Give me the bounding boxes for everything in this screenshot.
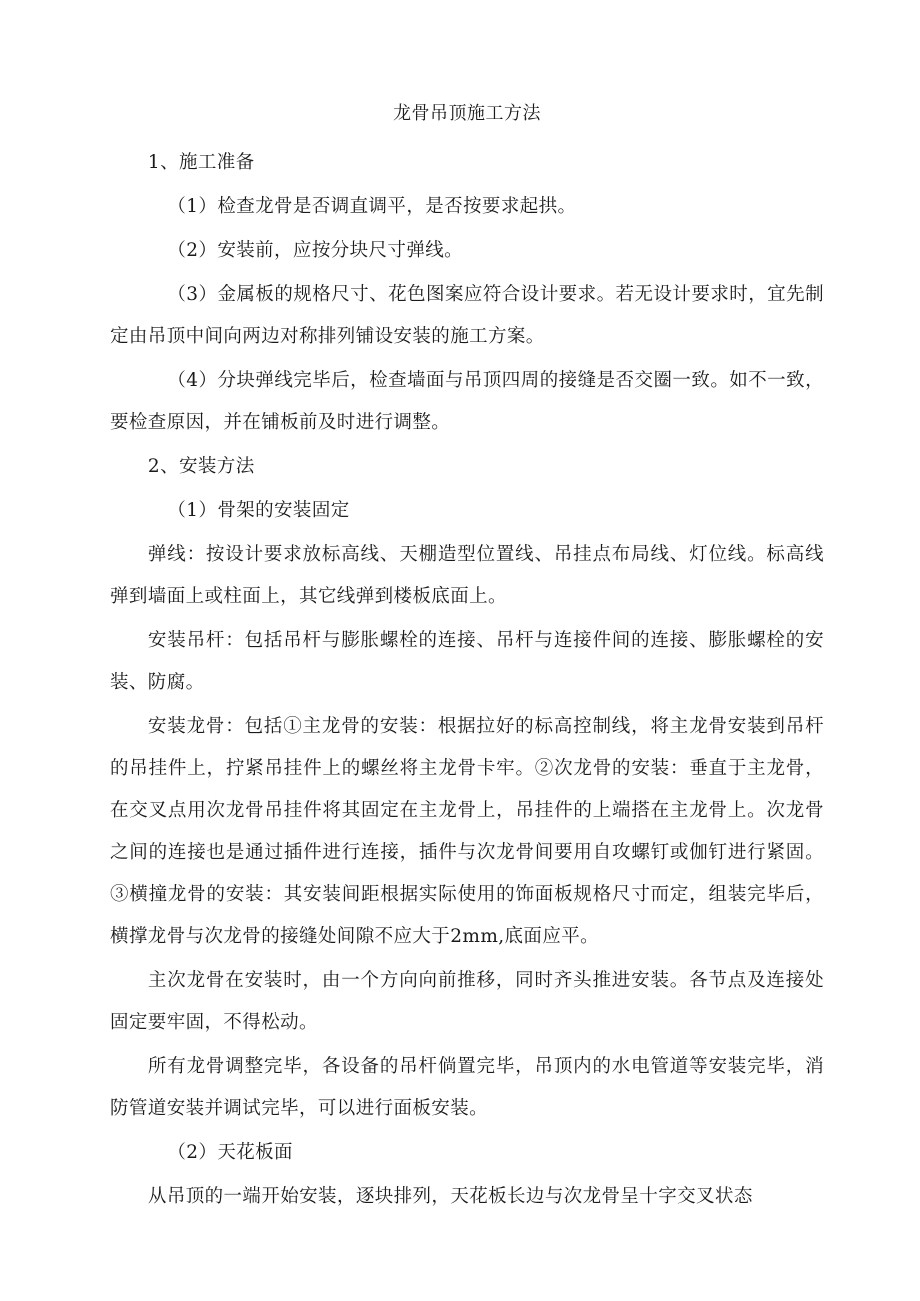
paragraph: 所有龙骨调整完毕，各设备的吊杆倘置完毕，吊顶内的水电管道等安装完毕，消防管道安装并调试完毕，可以进行面板安装。 [110,1056,824,1119]
paragraph: （3）金属板的规格尺寸、花色图案应符合设计要求。若无设计要求时，宜先制定由吊顶中间向两边对称排列铺设安装的施工方案。 [110,284,824,347]
paragraph: 从吊顶的一端开始安装，逐块排列，天花板长边与次龙骨呈十字交叉状态 [147,1186,753,1207]
paragraph: 弹线：按设计要求放标高线、天棚造型位置线、吊挂点布局线、灯位线。标高线弹到墙面上或柱面上，其它线弹到楼板底面上。 [110,544,824,607]
paragraph: （2）安装前，应按分块尺寸弹线。 [167,240,464,261]
paragraph: 安装龙骨：包括①主龙骨的安装：根据拉好的标高控制线，将主龙骨安装到吊杆的吊挂件上，拧紧吊挂件上的螺丝将主龙骨卡牢。②次龙骨的安装：垂直于主龙骨，在交叉点用次龙骨吊挂件将其固定在主龙骨上，吊挂件的上端搭在主龙骨上。次龙骨之间的连接也是通过插件进行连接，插件与次龙骨间要用自攻螺钉或伽钉进行紧固。③横撞龙骨的安装：其安装间距根据实际使用的饰面板规格尺寸而定，组装完毕后，横撑龙骨与次龙骨的接缝处间隙不应大于2mm,底面应平。 [110,716,824,947]
document-title: 龙骨吊顶施工方法 [393,103,541,124]
paragraph: （4）分块弹线完毕后，检查墙面与吊顶四周的接缝是否交圈一致。如不一致，要检查原因，并在铺板前及时进行调整。 [110,370,824,433]
document-body [110,142,824,1218]
paragraph: 1、施工准备 [147,152,255,173]
paragraph: 主次龙骨在安装时，由一个方向向前推移，同时齐头推进安装。各节点及连接处固定要牢固，不得松动。 [110,970,824,1033]
paragraph: （1）检查龙骨是否调直调平，是否按要求起拱。 [167,196,577,217]
paragraph: （2）天花板面 [167,1142,293,1163]
paragraph: （1）骨架的安装固定 [167,500,350,521]
paragraph: 2、安装方法 [147,456,255,477]
paragraph: 安装吊杆：包括吊杆与膨胀螺栓的连接、吊杆与连接件间的连接、膨胀螺栓的安装、防腐。 [110,630,824,693]
